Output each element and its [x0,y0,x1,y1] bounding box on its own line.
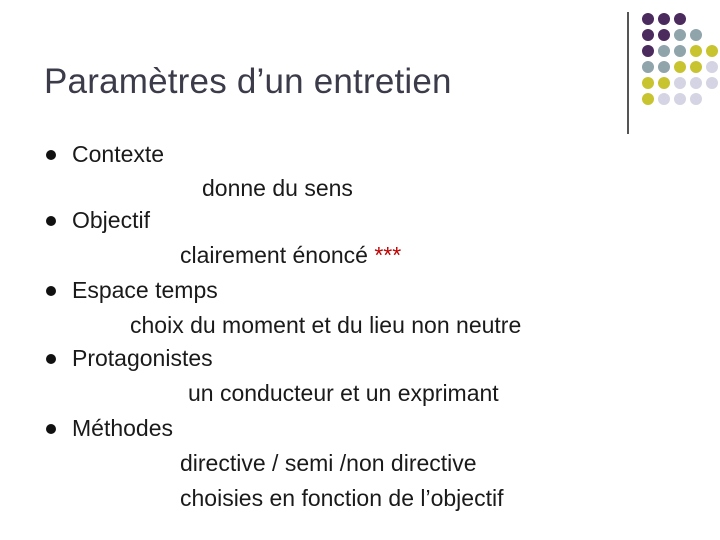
item-objectif-label: Objectif [72,207,150,233]
decorative-dot [642,93,654,105]
bullet-icon [46,354,56,364]
decorative-dot [642,45,654,57]
decorative-dot [658,45,670,57]
decorative-dot [642,13,654,25]
decorative-dot [690,93,702,105]
bullet-icon [46,216,56,226]
decorative-dot [658,77,670,89]
slide-title: Paramètres d’un entretien [44,62,452,101]
decorative-dot-grid [640,12,720,122]
decorative-dot [706,45,718,57]
bullet-icon [46,286,56,296]
decorative-dot [674,13,686,25]
emphasis-stars: *** [374,242,402,268]
decorative-dot [674,93,686,105]
decorative-dot [658,13,670,25]
decorative-dot [642,61,654,73]
decorative-dot [674,29,686,41]
decorative-dot [674,77,686,89]
item-espace-temps-detail: choix du moment et du lieu non neutre [130,312,522,338]
item-methodes-label: Méthodes [72,415,174,441]
decorative-divider [627,12,629,134]
decorative-dot [690,77,702,89]
bullet-icon [46,150,56,160]
decorative-dot [690,45,702,57]
decorative-dot [674,45,686,57]
item-contexte-label: Contexte [72,141,165,167]
item-objectif-detail: clairement énoncé *** [180,242,402,268]
item-protagonistes-label: Protagonistes [72,345,213,371]
decorative-dot [658,61,670,73]
decorative-dot [674,61,686,73]
decorative-dot [658,93,670,105]
decorative-dot [658,29,670,41]
item-espace-temps-label: Espace temps [72,277,218,303]
item-contexte-detail: donne du sens [202,175,353,201]
decorative-dot [642,77,654,89]
bullet-icon [46,424,56,434]
decorative-dot [642,29,654,41]
decorative-dot [690,29,702,41]
decorative-dot [690,61,702,73]
item-methodes-detail-2: choisies en fonction de l’objectif [180,485,504,511]
decorative-dot [706,77,718,89]
item-protagonistes-detail: un conducteur et un exprimant [188,380,499,406]
item-methodes-detail-1: directive / semi /non directive [180,450,477,476]
decorative-dot [706,61,718,73]
